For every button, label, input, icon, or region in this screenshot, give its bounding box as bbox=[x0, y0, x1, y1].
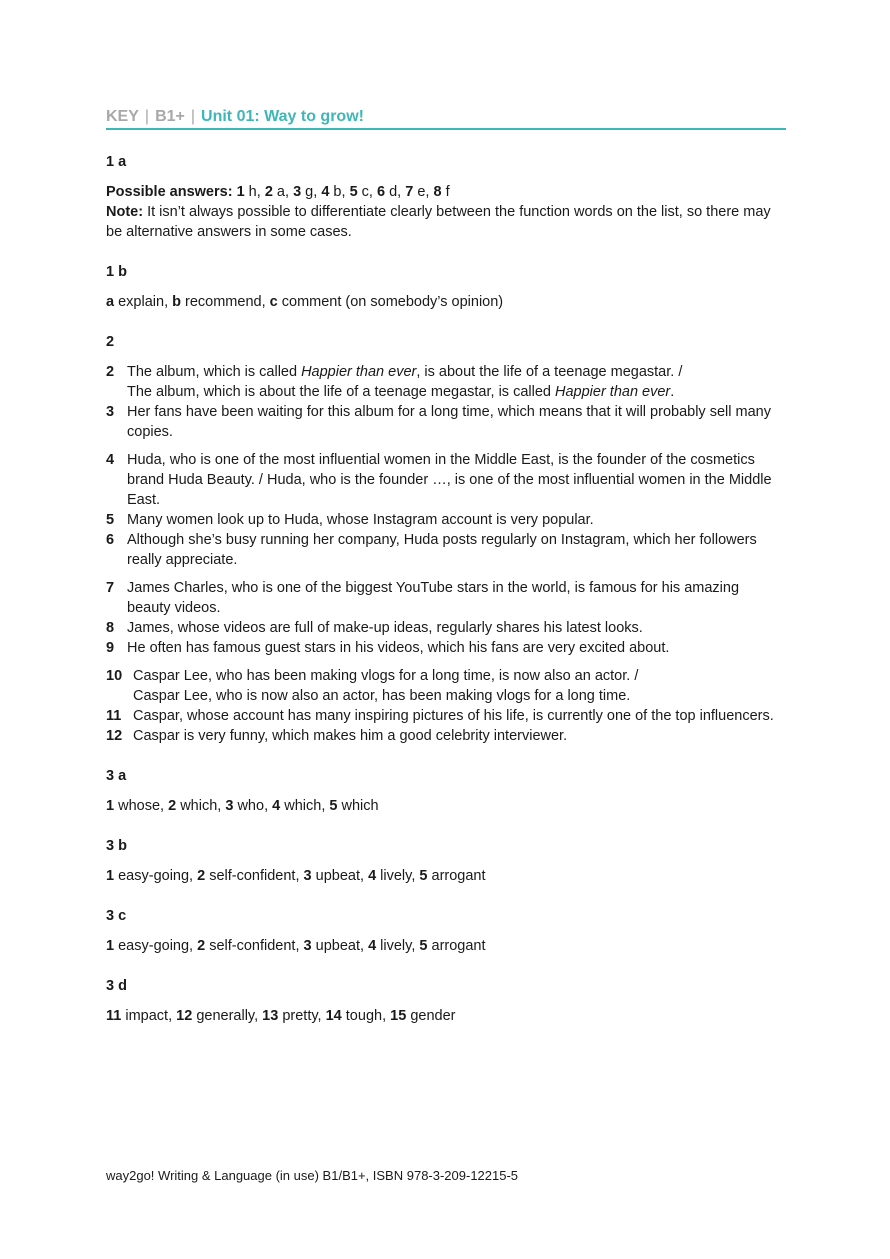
list-item: 9 He often has famous guest stars in his videos, which his fans are very excited about. bbox=[106, 640, 670, 656]
answer-key-content bbox=[106, 152, 786, 1046]
section-heading: 3 d bbox=[106, 978, 127, 994]
answer-number: 1 bbox=[106, 938, 115, 954]
answer-pairs: 1 whose, 2 which, 3 who, 4 which, 5 which bbox=[106, 798, 379, 814]
answer-value: e bbox=[417, 184, 426, 200]
header-unit-title: Unit 01: Way to grow! bbox=[201, 108, 364, 125]
answer-number: 2 bbox=[197, 938, 206, 954]
answer-value: a bbox=[276, 184, 285, 200]
answer-value: arrogant bbox=[431, 868, 486, 884]
answer-number: 4 bbox=[368, 868, 377, 884]
answer-number: 4 bbox=[368, 938, 377, 954]
answer-pairs: 1 easy-going, 2 self-confident, 3 upbeat, 4 lively, 5 arrogant bbox=[106, 938, 486, 954]
answer-number: 5 bbox=[349, 184, 358, 200]
answer-number: 4 bbox=[321, 184, 330, 200]
note bbox=[106, 202, 786, 242]
answer-value: self-confident bbox=[209, 938, 296, 954]
answer-value: arrogant bbox=[431, 938, 486, 954]
answer-number: 15 bbox=[390, 1008, 407, 1024]
answer-value: comment (on somebody’s opinion) bbox=[281, 294, 504, 310]
page-header bbox=[106, 107, 786, 130]
answer-value: f bbox=[445, 184, 450, 200]
header-key: KEY bbox=[106, 108, 139, 125]
list-item: 7 James Charles, who is one of the biggest YouTube stars in the world, is famous for his amazing beauty videos. bbox=[106, 580, 740, 616]
sentence-group bbox=[106, 666, 786, 746]
section-heading: 1 b bbox=[106, 264, 127, 280]
answer-number: a bbox=[106, 294, 115, 310]
answer-value: easy-going bbox=[118, 868, 190, 884]
answer-value: self-confident bbox=[209, 868, 296, 884]
answer-number: 5 bbox=[419, 938, 428, 954]
possible-answers-label: Possible answers: bbox=[106, 184, 233, 200]
answer-pairs: a explain, b recommend, c comment (on somebody’s opinion) bbox=[106, 294, 504, 310]
list-item: 3 Her fans have been waiting for this album for a long time, which means that it will probably sell many copies. bbox=[106, 404, 771, 440]
answer-number: 3 bbox=[303, 938, 312, 954]
answer-number: 1 bbox=[106, 868, 115, 884]
answer-value: upbeat bbox=[315, 868, 360, 884]
section-1a bbox=[106, 152, 786, 242]
sentence-group bbox=[106, 578, 786, 658]
list-item: 8 James, whose videos are full of make-up ideas, regularly shares his latest looks. bbox=[106, 620, 643, 636]
answer-value: gender bbox=[410, 1008, 456, 1024]
header-separator: | bbox=[190, 108, 196, 125]
answer-value: b bbox=[333, 184, 342, 200]
answer-pairs: 1 easy-going, 2 self-confident, 3 upbeat, 4 lively, 5 arrogant bbox=[106, 868, 486, 884]
answer-value: who bbox=[237, 798, 265, 814]
answer-number: 3 bbox=[293, 184, 302, 200]
answer-number: 3 bbox=[303, 868, 312, 884]
answer-number: 2 bbox=[168, 798, 177, 814]
section-2 bbox=[106, 332, 786, 746]
list-item: 12 Caspar is very funny, which makes him a good celebrity interviewer. bbox=[106, 728, 568, 744]
answer-value: easy-going bbox=[118, 938, 190, 954]
answer-number: 6 bbox=[376, 184, 386, 200]
sentence-group bbox=[106, 362, 786, 442]
section-3a bbox=[106, 766, 786, 816]
section-3d bbox=[106, 976, 786, 1026]
answer-number: 13 bbox=[262, 1008, 279, 1024]
answer-value: pretty bbox=[282, 1008, 318, 1024]
answer-value: which bbox=[180, 798, 218, 814]
answer-number: b bbox=[172, 294, 181, 310]
page-footer: way2go! Writing & Language (in use) B1/B1+, ISBN 978-3-209-12215-5 bbox=[106, 1168, 519, 1183]
answer-value: recommend bbox=[185, 294, 262, 310]
list-item: 6 Although she’s busy running her company, Huda posts regularly on Instagram, which her followers really appreciate. bbox=[106, 532, 757, 568]
header-level: B1+ bbox=[155, 108, 185, 125]
list-item: 10 Caspar Lee, who has been making vlogs for a long time, is now also an actor. / Caspar Lee, who is now also an actor, has been making vlogs for a long time. bbox=[106, 668, 639, 704]
section-heading: 3 c bbox=[106, 908, 127, 924]
header-separator: | bbox=[144, 108, 150, 125]
answer-number: 7 bbox=[405, 184, 414, 200]
answer-value: g bbox=[305, 184, 314, 200]
answer-value: lively bbox=[380, 938, 412, 954]
list-item: 2 The album, which is called Happier than ever, is about the life of a teenage megastar. / The album, which is about the life of a teenage megastar, is called Happier than ever. bbox=[106, 364, 683, 400]
answer-pairs: 11 impact, 12 generally, 13 pretty, 14 tough, 15 gender bbox=[106, 1008, 456, 1024]
answer-value: upbeat bbox=[315, 938, 360, 954]
answer-value: tough bbox=[345, 1008, 383, 1024]
answer-number: 3 bbox=[225, 798, 234, 814]
answer-value: explain bbox=[118, 294, 165, 310]
answer-number: 11 bbox=[106, 1008, 122, 1024]
note-label: Note: bbox=[106, 204, 144, 220]
list-item: 5 Many women look up to Huda, whose Instagram account is very popular. bbox=[106, 512, 594, 528]
answer-value: impact bbox=[125, 1008, 169, 1024]
answer-pairs: 1 h, 2 a, 3 g, 4 b, 5 c, 6 d, 7 e, 8 f bbox=[236, 184, 450, 200]
sentence-group bbox=[106, 450, 786, 570]
section-3b bbox=[106, 836, 786, 886]
answer-number: 1 bbox=[106, 798, 115, 814]
possible-answers bbox=[106, 182, 786, 202]
section-1b bbox=[106, 262, 786, 312]
answer-number: c bbox=[269, 294, 278, 310]
album-title: Happier than ever bbox=[301, 364, 417, 380]
answer-value: which bbox=[284, 798, 322, 814]
answer-number: 5 bbox=[329, 798, 338, 814]
answer-number: 1 bbox=[236, 184, 245, 200]
section-heading: 2 bbox=[106, 334, 115, 350]
answer-number: 12 bbox=[176, 1008, 193, 1024]
answer-value: lively bbox=[380, 868, 412, 884]
answer-number: 2 bbox=[197, 868, 206, 884]
section-heading: 3 a bbox=[106, 768, 127, 784]
section-heading: 1 a bbox=[106, 154, 127, 170]
section-3c bbox=[106, 906, 786, 956]
album-title: Happier than ever bbox=[555, 384, 671, 400]
note-text: It isn’t always possible to differentiate clearly between the function words on the list, so there may be alternative answers in some cases. bbox=[106, 204, 771, 240]
answer-number: 2 bbox=[264, 184, 273, 200]
answer-value: whose bbox=[118, 798, 161, 814]
answer-number: 4 bbox=[272, 798, 281, 814]
answer-value: generally bbox=[196, 1008, 255, 1024]
list-item: 4 Huda, who is one of the most influential women in the Middle East, is the founder of the cosmetics brand Huda Beauty. / Huda, who is the founder …, is one of the most influential women in the Middle East. bbox=[106, 452, 772, 508]
answer-number: 5 bbox=[419, 868, 428, 884]
section-heading: 3 b bbox=[106, 838, 127, 854]
answer-value: d bbox=[389, 184, 398, 200]
list-item: 11 Caspar, whose account has many inspiring pictures of his life, is currently one of the top influencers. bbox=[106, 708, 774, 724]
answer-number: 8 bbox=[433, 184, 442, 200]
answer-number: 14 bbox=[325, 1008, 342, 1024]
answer-value: which bbox=[341, 798, 379, 814]
answer-value: h bbox=[248, 184, 257, 200]
answer-value: c bbox=[361, 184, 369, 200]
